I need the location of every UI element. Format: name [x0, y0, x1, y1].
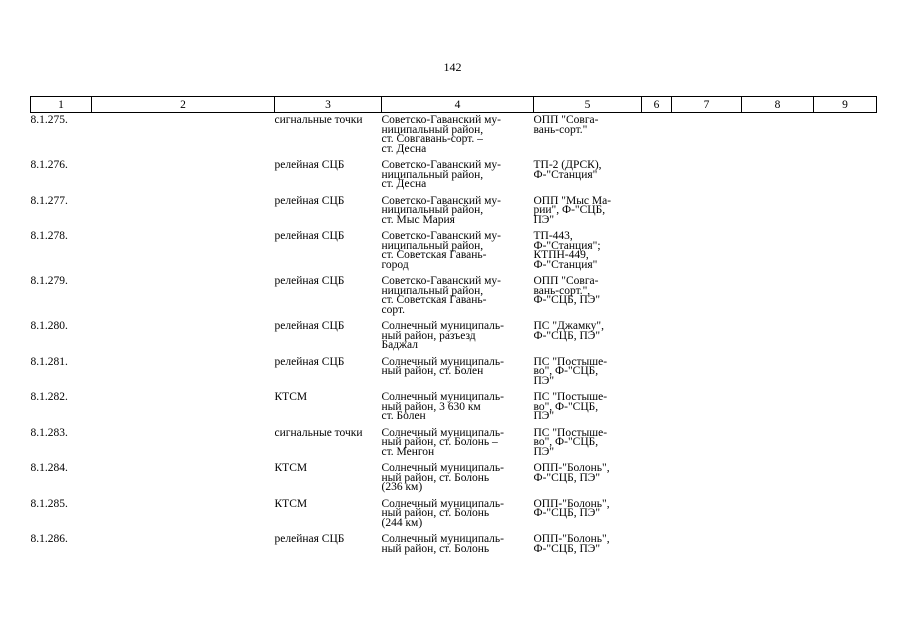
empty-cell	[672, 497, 742, 533]
equipment-type-cell: релейная СЦБ	[274, 159, 345, 171]
empty-cell	[92, 274, 275, 319]
empty-cell	[742, 355, 814, 391]
table-row	[31, 158, 877, 194]
power-source-cell: ОПП "Совга- вань-сорт."	[533, 114, 599, 136]
location-cell: Солнечный муниципаль- ный район, ст. Болонь (236 км)	[381, 462, 504, 493]
empty-cell	[814, 532, 877, 558]
table-row	[31, 319, 877, 355]
header-cell: 2	[92, 97, 275, 113]
location-cell: Советско-Гаванский му- ниципальный район, ст. Советская Гавань- город	[381, 230, 501, 271]
location-cell: Солнечный муниципаль- ный район, ст. Болонь (244 км)	[381, 497, 504, 529]
power-source-cell: ОПП "Совга- вань-сорт.", Ф-"СЦБ, ПЭ"	[533, 275, 601, 306]
empty-cell	[672, 532, 742, 558]
empty-cell	[814, 355, 877, 391]
empty-cell	[672, 229, 742, 274]
empty-cell	[742, 113, 814, 159]
location-cell: Советско-Гаванский му- ниципальный район, ст. Мыс Мария	[381, 194, 501, 226]
empty-cell	[92, 497, 275, 533]
empty-cell	[814, 461, 877, 497]
empty-cell	[742, 426, 814, 462]
empty-cell	[742, 319, 814, 355]
power-source-cell: ОПП-"Болонь", Ф-"СЦБ, ПЭ"	[533, 497, 610, 519]
power-source-cell: ПС "Джамку", Ф-"СЦБ, ПЭ"	[533, 320, 604, 342]
empty-cell	[642, 497, 672, 533]
table-body	[31, 113, 877, 559]
header-cell: 8	[742, 97, 814, 113]
row-number-cell: 8.1.280.	[30, 320, 68, 332]
location-cell: Солнечный муниципаль- ный район, 3 630 км ст. Болен	[381, 391, 504, 422]
empty-cell	[92, 319, 275, 355]
equipment-type-cell: релейная СЦБ	[274, 275, 345, 287]
equipment-type-cell: релейная СЦБ	[274, 320, 345, 332]
row-number-cell: 8.1.279.	[30, 275, 68, 287]
equipment-type-cell: КТСМ	[274, 391, 308, 403]
location-cell: Солнечный муниципаль- ный район, ст. Болен	[381, 355, 504, 377]
empty-cell	[642, 194, 672, 230]
empty-cell	[642, 461, 672, 497]
empty-cell	[814, 390, 877, 426]
empty-cell	[92, 426, 275, 462]
empty-cell	[814, 113, 877, 159]
table-row	[31, 113, 877, 159]
header-cell: 7	[672, 97, 742, 113]
header-row	[31, 97, 877, 113]
location-cell: Советско-Гаванский му- ниципальный район, ст. Десна	[381, 159, 501, 190]
power-source-cell: ОПП-"Болонь", Ф-"СЦБ, ПЭ"	[533, 462, 610, 484]
table-row	[31, 497, 877, 533]
empty-cell	[642, 113, 672, 159]
page-number: 142	[443, 60, 462, 74]
empty-cell	[672, 461, 742, 497]
row-number-cell: 8.1.282.	[30, 391, 68, 403]
empty-cell	[742, 194, 814, 230]
power-source-cell: ПС "Постыше- во", Ф-"СЦБ, ПЭ"	[533, 355, 608, 387]
empty-cell	[814, 158, 877, 194]
empty-cell	[642, 319, 672, 355]
table-row	[31, 274, 877, 319]
empty-cell	[642, 274, 672, 319]
empty-cell	[814, 194, 877, 230]
empty-cell	[672, 113, 742, 159]
empty-cell	[92, 461, 275, 497]
empty-cell	[92, 532, 275, 558]
row-number-cell: 8.1.276.	[30, 159, 68, 171]
row-number-cell: 8.1.277.	[30, 194, 68, 207]
equipment-type-cell: релейная СЦБ	[274, 355, 345, 368]
empty-cell	[814, 274, 877, 319]
power-source-cell: ПС "Постыше- во", Ф-"СЦБ, ПЭ"	[533, 426, 608, 458]
row-number-cell: 8.1.285.	[30, 497, 68, 510]
empty-cell	[814, 497, 877, 533]
empty-cell	[742, 497, 814, 533]
location-cell: Солнечный муниципаль- ный район, разъезд Баджал	[381, 320, 504, 351]
empty-cell	[92, 113, 275, 159]
table-row	[31, 229, 877, 274]
header-cell: 5	[534, 97, 642, 113]
empty-cell	[814, 229, 877, 274]
empty-cell	[92, 355, 275, 391]
row-number-cell: 8.1.284.	[30, 462, 68, 474]
empty-cell	[742, 158, 814, 194]
empty-cell	[642, 532, 672, 558]
empty-cell	[814, 426, 877, 462]
empty-cell	[742, 532, 814, 558]
table-row	[31, 426, 877, 462]
empty-cell	[92, 229, 275, 274]
header-cell: 4	[382, 97, 534, 113]
location-cell: Советско-Гаванский му- ниципальный район, ст. Советская Гавань- сорт.	[381, 275, 501, 316]
row-number-cell: 8.1.275.	[30, 114, 68, 126]
empty-cell	[672, 194, 742, 230]
empty-cell	[672, 390, 742, 426]
table-row	[31, 532, 877, 558]
equipment-type-cell: сигнальные точки	[274, 114, 363, 126]
empty-cell	[814, 319, 877, 355]
empty-cell	[92, 194, 275, 230]
row-number-cell: 8.1.286.	[30, 533, 68, 545]
location-cell: Советско-Гаванский му- ниципальный район, ст. Совгавань-сорт. – ст. Десна	[381, 114, 501, 155]
power-source-cell: ОПП "Мыс Ма- рии", Ф-"СЦБ, ПЭ"	[533, 194, 612, 226]
empty-cell	[742, 461, 814, 497]
location-cell: Солнечный муниципаль- ный район, ст. Болонь	[381, 533, 504, 555]
empty-cell	[642, 355, 672, 391]
equipment-type-cell: релейная СЦБ	[274, 230, 345, 242]
empty-cell	[672, 319, 742, 355]
equipment-type-cell: КТСМ	[274, 497, 308, 510]
location-cell: Солнечный муниципаль- ный район, ст. Болонь – ст. Менгон	[381, 426, 504, 458]
empty-cell	[742, 390, 814, 426]
table-row	[31, 461, 877, 497]
equipment-type-cell: КТСМ	[274, 462, 308, 474]
empty-cell	[742, 274, 814, 319]
empty-cell	[672, 274, 742, 319]
header-cell: 3	[275, 97, 382, 113]
row-number-cell: 8.1.281.	[30, 355, 68, 368]
table-row	[31, 355, 877, 391]
data-table	[30, 96, 877, 558]
equipment-type-cell: сигнальные точки	[274, 426, 363, 439]
header-cell: 6	[642, 97, 672, 113]
power-source-cell: ТП-2 (ДРСК), Ф-"Станция"	[533, 159, 602, 181]
equipment-type-cell: релейная СЦБ	[274, 533, 345, 545]
empty-cell	[642, 229, 672, 274]
empty-cell	[672, 426, 742, 462]
empty-cell	[642, 426, 672, 462]
equipment-type-cell: релейная СЦБ	[274, 194, 345, 207]
empty-cell	[92, 390, 275, 426]
empty-cell	[672, 158, 742, 194]
power-source-cell: ОПП-"Болонь", Ф-"СЦБ, ПЭ"	[533, 533, 610, 555]
header-cell: 9	[814, 97, 877, 113]
power-source-cell: ПС "Постыше- во", Ф-"СЦБ, ПЭ"	[533, 391, 608, 422]
power-source-cell: ТП-443, Ф-"Станция"; КТПН-449, Ф-"Станция"	[533, 230, 601, 271]
empty-cell	[642, 390, 672, 426]
row-number-cell: 8.1.283.	[30, 426, 68, 439]
empty-cell	[742, 229, 814, 274]
table-row	[31, 390, 877, 426]
table-row	[31, 194, 877, 230]
empty-cell	[672, 355, 742, 391]
row-number-cell: 8.1.278.	[30, 230, 68, 242]
empty-cell	[92, 158, 275, 194]
header-cell: 1	[31, 97, 92, 113]
empty-cell	[642, 158, 672, 194]
